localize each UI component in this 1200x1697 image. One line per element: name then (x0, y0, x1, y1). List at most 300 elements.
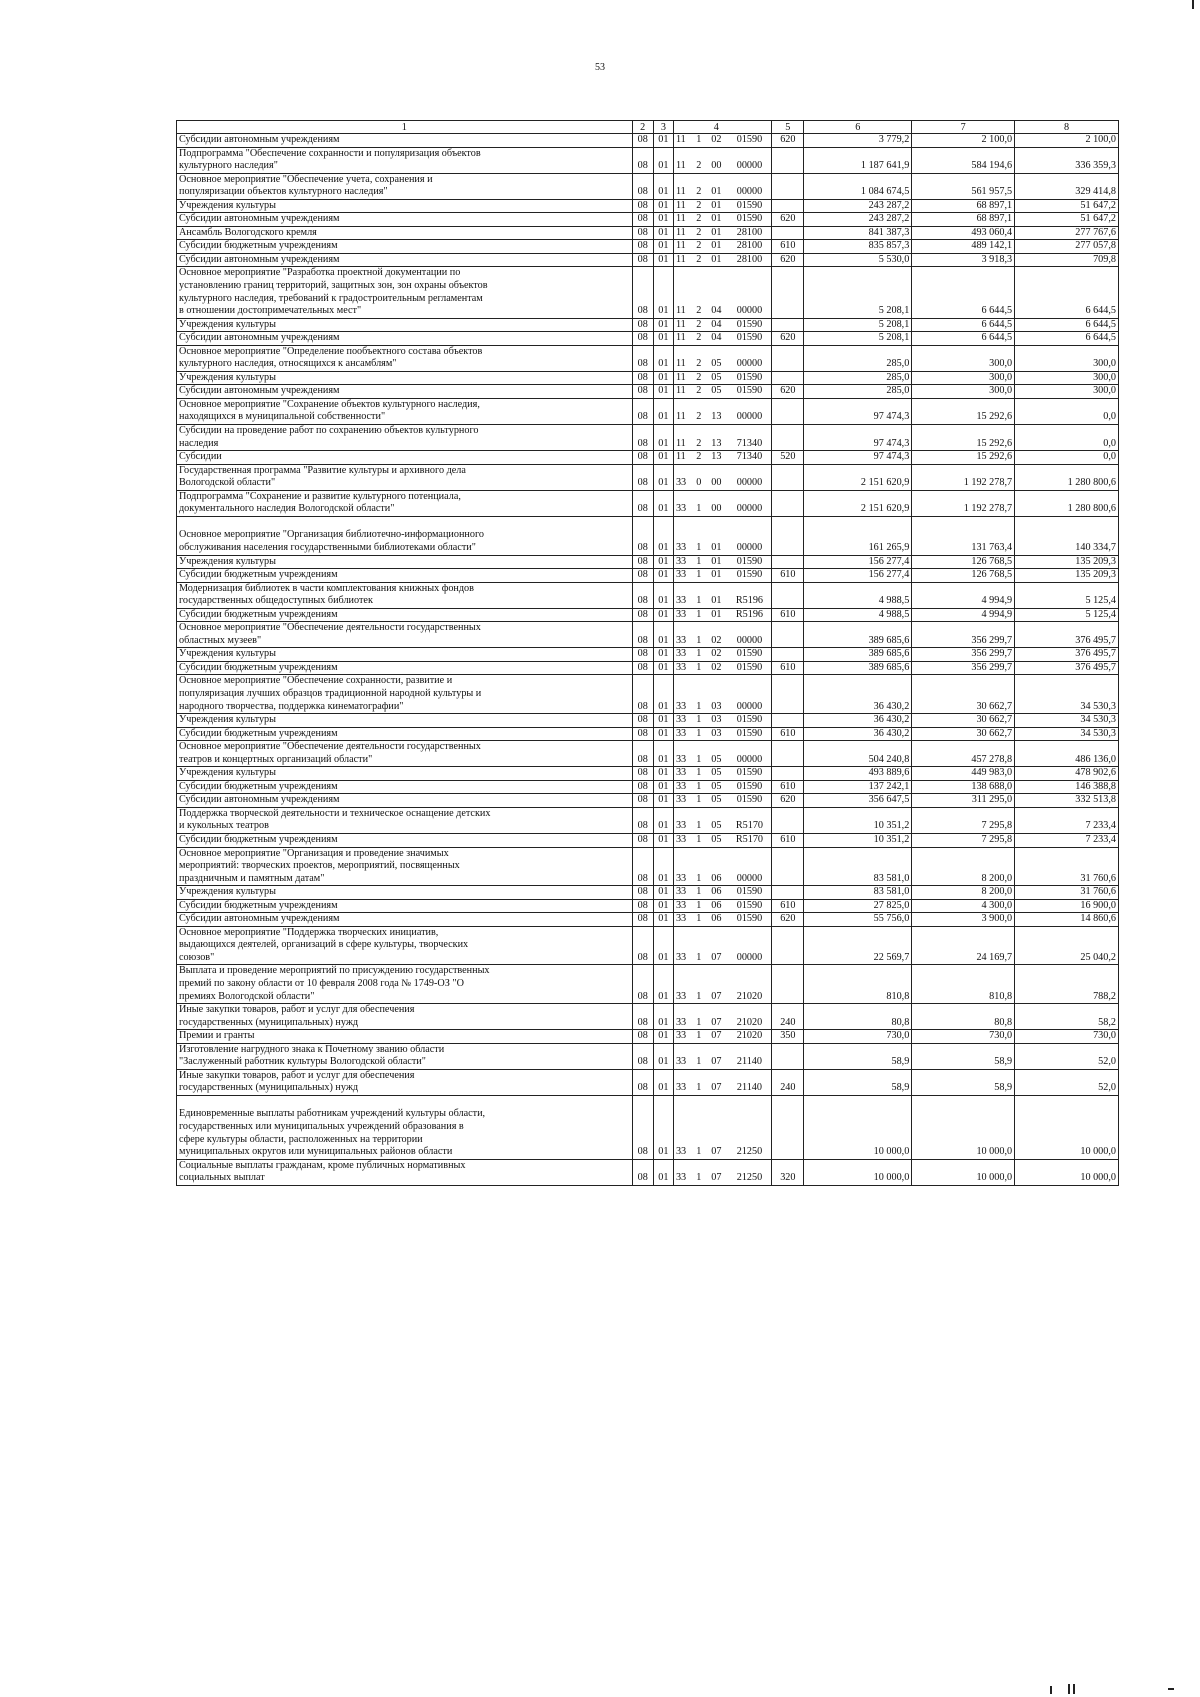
col-7-value: 58,9 (912, 1069, 1015, 1095)
code-part-1: 11 (673, 213, 692, 227)
code-part-3: 06 (705, 886, 727, 900)
code-part-1: 11 (673, 226, 692, 240)
row-name: Премии и гранты (177, 1030, 633, 1044)
col-5-value (772, 965, 804, 1004)
col-6-value: 4 988,5 (804, 582, 912, 608)
code-part-2: 2 (693, 318, 706, 332)
col-8-value: 51 647,2 (1015, 213, 1119, 227)
table-row (177, 425, 1119, 451)
code-part-2: 2 (693, 240, 706, 254)
col-2-value: 08 (632, 345, 653, 371)
col-3-value: 01 (653, 767, 673, 781)
col-7-value: 126 768,5 (912, 555, 1015, 569)
col-2-value: 08 (632, 622, 653, 648)
code-part-4: 01590 (727, 199, 772, 213)
scan-mark-bottom-3 (1073, 1684, 1075, 1694)
row-name: Субсидии автономным учреждениям (177, 913, 633, 927)
table-header-row (177, 121, 1119, 134)
code-part-1: 33 (673, 807, 692, 833)
code-part-4: 21020 (727, 965, 772, 1004)
scan-mark-bottom-4 (1168, 1688, 1174, 1690)
table-row (177, 1043, 1119, 1069)
col-5-value (772, 767, 804, 781)
code-part-2: 1 (693, 516, 706, 555)
col-3-value: 01 (653, 451, 673, 465)
code-part-3: 01 (705, 253, 727, 267)
code-part-3: 01 (705, 569, 727, 583)
code-part-1: 11 (673, 240, 692, 254)
code-part-3: 05 (705, 371, 727, 385)
budget-table (176, 120, 1119, 1186)
code-part-3: 06 (705, 847, 727, 886)
table-row (177, 675, 1119, 714)
col-2-value: 08 (632, 240, 653, 254)
col-6-value: 285,0 (804, 385, 912, 399)
col-2-value: 08 (632, 794, 653, 808)
col-3-value: 01 (653, 794, 673, 808)
row-name: Субсидии автономным учреждениям (177, 794, 633, 808)
code-part-2: 1 (693, 622, 706, 648)
table-row (177, 780, 1119, 794)
code-part-3: 01 (705, 516, 727, 555)
col-3-value: 01 (653, 661, 673, 675)
col-5-value: 620 (772, 253, 804, 267)
col-2-value: 08 (632, 1069, 653, 1095)
code-part-4: 00000 (727, 173, 772, 199)
code-part-4: 00000 (727, 147, 772, 173)
col-8-value: 51 647,2 (1015, 199, 1119, 213)
row-name: Учреждения культуры (177, 199, 633, 213)
code-part-3: 04 (705, 332, 727, 346)
col-6-value: 5 208,1 (804, 267, 912, 318)
header-col-4-left (673, 121, 692, 134)
code-part-4: 21140 (727, 1043, 772, 1069)
code-part-2: 1 (693, 661, 706, 675)
code-part-1: 11 (673, 398, 692, 424)
col-5-value (772, 1043, 804, 1069)
table-row (177, 913, 1119, 927)
col-7-value: 80,8 (912, 1004, 1015, 1030)
col-7-value: 10 000,0 (912, 1159, 1015, 1185)
col-6-value: 156 277,4 (804, 555, 912, 569)
code-part-3: 05 (705, 807, 727, 833)
code-part-4: 01590 (727, 213, 772, 227)
code-part-4: 01590 (727, 648, 772, 662)
code-part-1: 33 (673, 622, 692, 648)
code-part-4: 28100 (727, 253, 772, 267)
header-col-2: 2 (632, 121, 653, 134)
col-6-value: 243 287,2 (804, 213, 912, 227)
col-5-value (772, 490, 804, 516)
col-6-value: 10 351,2 (804, 833, 912, 847)
code-part-3: 05 (705, 385, 727, 399)
code-part-4: 21250 (727, 1095, 772, 1159)
col-6-value: 137 242,1 (804, 780, 912, 794)
col-3-value: 01 (653, 1159, 673, 1185)
col-3-value: 01 (653, 714, 673, 728)
code-part-3: 04 (705, 267, 727, 318)
code-part-2: 1 (693, 727, 706, 741)
col-2-value: 08 (632, 661, 653, 675)
col-7-value: 8 200,0 (912, 886, 1015, 900)
code-part-4: 01590 (727, 794, 772, 808)
col-8-value: 10 000,0 (1015, 1095, 1119, 1159)
col-6-value: 493 889,6 (804, 767, 912, 781)
col-3-value: 01 (653, 213, 673, 227)
row-name: Основное мероприятие "Определение пообъектного состава объектов культурного наследия, относящихся к ансамблям" (177, 345, 633, 371)
col-8-value: 16 900,0 (1015, 899, 1119, 913)
code-part-4: 00000 (727, 847, 772, 886)
col-5-value: 610 (772, 569, 804, 583)
col-7-value: 3 918,3 (912, 253, 1015, 267)
col-2-value: 08 (632, 398, 653, 424)
col-5-value (772, 675, 804, 714)
col-7-value: 300,0 (912, 371, 1015, 385)
code-part-3: 01 (705, 226, 727, 240)
col-7-value: 10 000,0 (912, 1095, 1015, 1159)
col-8-value: 52,0 (1015, 1069, 1119, 1095)
row-name: Ансамбль Вологодского кремля (177, 226, 633, 240)
row-name: Субсидии на проведение работ по сохранению объектов культурного наследия (177, 425, 633, 451)
col-7-value: 138 688,0 (912, 780, 1015, 794)
header-col-3: 3 (653, 121, 673, 134)
col-3-value: 01 (653, 398, 673, 424)
table-row (177, 833, 1119, 847)
col-5-value (772, 516, 804, 555)
col-7-value: 4 300,0 (912, 899, 1015, 913)
col-6-value: 22 569,7 (804, 926, 912, 965)
col-5-value (772, 267, 804, 318)
code-part-4: 01590 (727, 714, 772, 728)
row-name: Основное мероприятие "Поддержка творческих инициатив, выдающихся деятелей, организаций в сфере культуры, творческих союзов" (177, 926, 633, 965)
code-part-3: 05 (705, 780, 727, 794)
code-part-2: 1 (693, 1159, 706, 1185)
col-7-value: 126 768,5 (912, 569, 1015, 583)
row-name: Субсидии автономным учреждениям (177, 253, 633, 267)
code-part-4: 21250 (727, 1159, 772, 1185)
col-5-value: 620 (772, 913, 804, 927)
code-part-4: 01590 (727, 134, 772, 148)
col-7-value: 810,8 (912, 965, 1015, 1004)
col-2-value: 08 (632, 1004, 653, 1030)
col-3-value: 01 (653, 1069, 673, 1095)
col-8-value: 34 530,3 (1015, 675, 1119, 714)
col-2-value: 08 (632, 516, 653, 555)
col-3-value: 01 (653, 926, 673, 965)
col-8-value: 336 359,3 (1015, 147, 1119, 173)
code-part-4: 71340 (727, 425, 772, 451)
code-part-3: 02 (705, 648, 727, 662)
col-7-value: 131 763,4 (912, 516, 1015, 555)
code-part-4: 01590 (727, 371, 772, 385)
col-3-value: 01 (653, 226, 673, 240)
col-3-value: 01 (653, 134, 673, 148)
row-name: Учреждения культуры (177, 886, 633, 900)
col-5-value (772, 622, 804, 648)
code-part-1: 11 (673, 385, 692, 399)
col-2-value: 08 (632, 582, 653, 608)
col-6-value: 2 151 620,9 (804, 490, 912, 516)
code-part-4: 01590 (727, 886, 772, 900)
code-part-1: 33 (673, 648, 692, 662)
code-part-2: 1 (693, 675, 706, 714)
col-8-value: 34 530,3 (1015, 727, 1119, 741)
col-6-value: 4 988,5 (804, 608, 912, 622)
code-part-2: 1 (693, 926, 706, 965)
code-part-2: 1 (693, 608, 706, 622)
code-part-4: R5170 (727, 807, 772, 833)
col-3-value: 01 (653, 318, 673, 332)
col-8-value: 5 125,4 (1015, 608, 1119, 622)
header-col-4: 4 (705, 121, 727, 134)
col-3-value: 01 (653, 240, 673, 254)
table-row (177, 807, 1119, 833)
code-part-3: 13 (705, 398, 727, 424)
col-6-value: 10 351,2 (804, 807, 912, 833)
row-name: Субсидии бюджетным учреждениям (177, 780, 633, 794)
col-7-value: 6 644,5 (912, 267, 1015, 318)
row-name: Основное мероприятие "Обеспечение учета, сохранения и популяризации объектов культурного наследия" (177, 173, 633, 199)
col-6-value: 285,0 (804, 371, 912, 385)
row-name: Субсидии бюджетным учреждениям (177, 240, 633, 254)
col-5-value (772, 555, 804, 569)
table-row (177, 253, 1119, 267)
col-8-value: 300,0 (1015, 345, 1119, 371)
col-2-value: 08 (632, 199, 653, 213)
code-part-1: 33 (673, 847, 692, 886)
col-6-value: 5 208,1 (804, 332, 912, 346)
code-part-4: 01590 (727, 555, 772, 569)
code-part-3: 04 (705, 318, 727, 332)
col-7-value: 1 192 278,7 (912, 464, 1015, 490)
col-2-value: 08 (632, 1043, 653, 1069)
code-part-1: 33 (673, 714, 692, 728)
col-3-value: 01 (653, 582, 673, 608)
code-part-4: 00000 (727, 516, 772, 555)
col-7-value: 3 900,0 (912, 913, 1015, 927)
col-6-value: 5 530,0 (804, 253, 912, 267)
col-5-value (772, 318, 804, 332)
table-row (177, 371, 1119, 385)
code-part-2: 2 (693, 345, 706, 371)
col-7-value: 15 292,6 (912, 425, 1015, 451)
row-name: Субсидии автономным учреждениям (177, 385, 633, 399)
col-6-value: 10 000,0 (804, 1095, 912, 1159)
scan-mark-top-right (1192, 0, 1194, 9)
col-6-value: 1 187 641,9 (804, 147, 912, 173)
col-6-value: 97 474,3 (804, 451, 912, 465)
col-8-value: 329 414,8 (1015, 173, 1119, 199)
code-part-3: 05 (705, 741, 727, 767)
code-part-3: 07 (705, 1095, 727, 1159)
code-part-3: 05 (705, 794, 727, 808)
col-8-value: 0,0 (1015, 398, 1119, 424)
code-part-3: 06 (705, 899, 727, 913)
row-name: Учреждения культуры (177, 371, 633, 385)
col-2-value: 08 (632, 332, 653, 346)
table-row (177, 226, 1119, 240)
col-5-value: 520 (772, 451, 804, 465)
col-6-value: 2 151 620,9 (804, 464, 912, 490)
col-5-value: 610 (772, 727, 804, 741)
col-2-value: 08 (632, 965, 653, 1004)
col-2-value: 08 (632, 464, 653, 490)
col-7-value: 311 295,0 (912, 794, 1015, 808)
code-part-1: 33 (673, 608, 692, 622)
col-6-value: 810,8 (804, 965, 912, 1004)
code-part-4: 01590 (727, 318, 772, 332)
code-part-2: 1 (693, 807, 706, 833)
col-7-value: 15 292,6 (912, 451, 1015, 465)
code-part-3: 07 (705, 1043, 727, 1069)
col-7-value: 449 983,0 (912, 767, 1015, 781)
code-part-3: 00 (705, 464, 727, 490)
code-part-1: 11 (673, 345, 692, 371)
col-6-value: 389 685,6 (804, 661, 912, 675)
table-row (177, 173, 1119, 199)
col-2-value: 08 (632, 833, 653, 847)
code-part-1: 33 (673, 899, 692, 913)
table-row (177, 741, 1119, 767)
col-3-value: 01 (653, 516, 673, 555)
col-5-value: 620 (772, 385, 804, 399)
code-part-1: 33 (673, 926, 692, 965)
col-5-value: 620 (772, 134, 804, 148)
code-part-4: 01590 (727, 780, 772, 794)
code-part-2: 1 (693, 1095, 706, 1159)
table-row (177, 648, 1119, 662)
row-name: Субсидии (177, 451, 633, 465)
table-row (177, 267, 1119, 318)
col-6-value: 243 287,2 (804, 199, 912, 213)
col-5-value (772, 847, 804, 886)
code-part-1: 33 (673, 582, 692, 608)
code-part-1: 11 (673, 199, 692, 213)
col-8-value: 7 233,4 (1015, 833, 1119, 847)
code-part-3: 00 (705, 490, 727, 516)
code-part-4: R5196 (727, 608, 772, 622)
col-2-value: 08 (632, 780, 653, 794)
header-col-1: 1 (177, 121, 633, 134)
col-8-value: 25 040,2 (1015, 926, 1119, 965)
table-row (177, 767, 1119, 781)
col-5-value: 620 (772, 213, 804, 227)
col-7-value: 300,0 (912, 345, 1015, 371)
code-part-2: 1 (693, 714, 706, 728)
col-8-value: 277 767,6 (1015, 226, 1119, 240)
col-2-value: 08 (632, 1030, 653, 1044)
code-part-1: 11 (673, 147, 692, 173)
col-5-value (772, 173, 804, 199)
code-part-1: 33 (673, 675, 692, 714)
code-part-3: 01 (705, 173, 727, 199)
col-6-value: 10 000,0 (804, 1159, 912, 1185)
code-part-4: 00000 (727, 622, 772, 648)
code-part-2: 1 (693, 780, 706, 794)
code-part-1: 33 (673, 1159, 692, 1185)
col-7-value: 1 192 278,7 (912, 490, 1015, 516)
col-3-value: 01 (653, 675, 673, 714)
code-part-4: 21020 (727, 1004, 772, 1030)
col-3-value: 01 (653, 332, 673, 346)
col-6-value: 5 208,1 (804, 318, 912, 332)
col-6-value: 80,8 (804, 1004, 912, 1030)
row-name: Учреждения культуры (177, 714, 633, 728)
table-row (177, 464, 1119, 490)
col-7-value: 30 662,7 (912, 727, 1015, 741)
table-row (177, 147, 1119, 173)
table-row (177, 213, 1119, 227)
code-part-3: 01 (705, 240, 727, 254)
header-col-6: 6 (804, 121, 912, 134)
col-8-value: 376 495,7 (1015, 622, 1119, 648)
code-part-1: 33 (673, 727, 692, 741)
row-name: Субсидии бюджетным учреждениям (177, 661, 633, 675)
row-name: Единовременные выплаты работникам учреждений культуры области, государственных или муниципальных учреждений образования в сфере культуры области, расположенных на территории муниципальных округов или муниципальных районов области (177, 1095, 633, 1159)
col-6-value: 83 581,0 (804, 886, 912, 900)
code-part-2: 2 (693, 226, 706, 240)
col-8-value: 478 902,6 (1015, 767, 1119, 781)
col-8-value: 277 057,8 (1015, 240, 1119, 254)
code-part-2: 1 (693, 555, 706, 569)
row-name: Учреждения культуры (177, 767, 633, 781)
col-7-value: 68 897,1 (912, 199, 1015, 213)
col-8-value: 376 495,7 (1015, 661, 1119, 675)
col-6-value: 285,0 (804, 345, 912, 371)
col-6-value: 356 647,5 (804, 794, 912, 808)
code-part-2: 1 (693, 1069, 706, 1095)
code-part-2: 1 (693, 741, 706, 767)
code-part-1: 33 (673, 1069, 692, 1095)
code-part-4: 00000 (727, 345, 772, 371)
table-row (177, 345, 1119, 371)
code-part-3: 07 (705, 1004, 727, 1030)
col-5-value (772, 398, 804, 424)
code-part-4: 00000 (727, 267, 772, 318)
col-8-value: 486 136,0 (1015, 741, 1119, 767)
code-part-4: 21020 (727, 1030, 772, 1044)
col-3-value: 01 (653, 913, 673, 927)
col-3-value: 01 (653, 1004, 673, 1030)
code-part-3: 02 (705, 622, 727, 648)
col-8-value: 7 233,4 (1015, 807, 1119, 833)
code-part-3: 03 (705, 714, 727, 728)
col-7-value: 300,0 (912, 385, 1015, 399)
code-part-2: 2 (693, 385, 706, 399)
col-5-value (772, 926, 804, 965)
code-part-4: R5170 (727, 833, 772, 847)
row-name: Социальные выплаты гражданам, кроме публичных нормативных социальных выплат (177, 1159, 633, 1185)
code-part-1: 33 (673, 516, 692, 555)
col-5-value (772, 199, 804, 213)
col-2-value: 08 (632, 926, 653, 965)
col-3-value: 01 (653, 555, 673, 569)
code-part-1: 33 (673, 1043, 692, 1069)
col-2-value: 08 (632, 847, 653, 886)
code-part-1: 11 (673, 134, 692, 148)
col-6-value: 83 581,0 (804, 847, 912, 886)
code-part-4: 01590 (727, 767, 772, 781)
table-row (177, 1004, 1119, 1030)
code-part-2: 1 (693, 886, 706, 900)
col-6-value: 504 240,8 (804, 741, 912, 767)
code-part-3: 01 (705, 213, 727, 227)
col-3-value: 01 (653, 608, 673, 622)
col-2-value: 08 (632, 807, 653, 833)
code-part-1: 33 (673, 1030, 692, 1044)
code-part-1: 33 (673, 794, 692, 808)
col-5-value (772, 714, 804, 728)
